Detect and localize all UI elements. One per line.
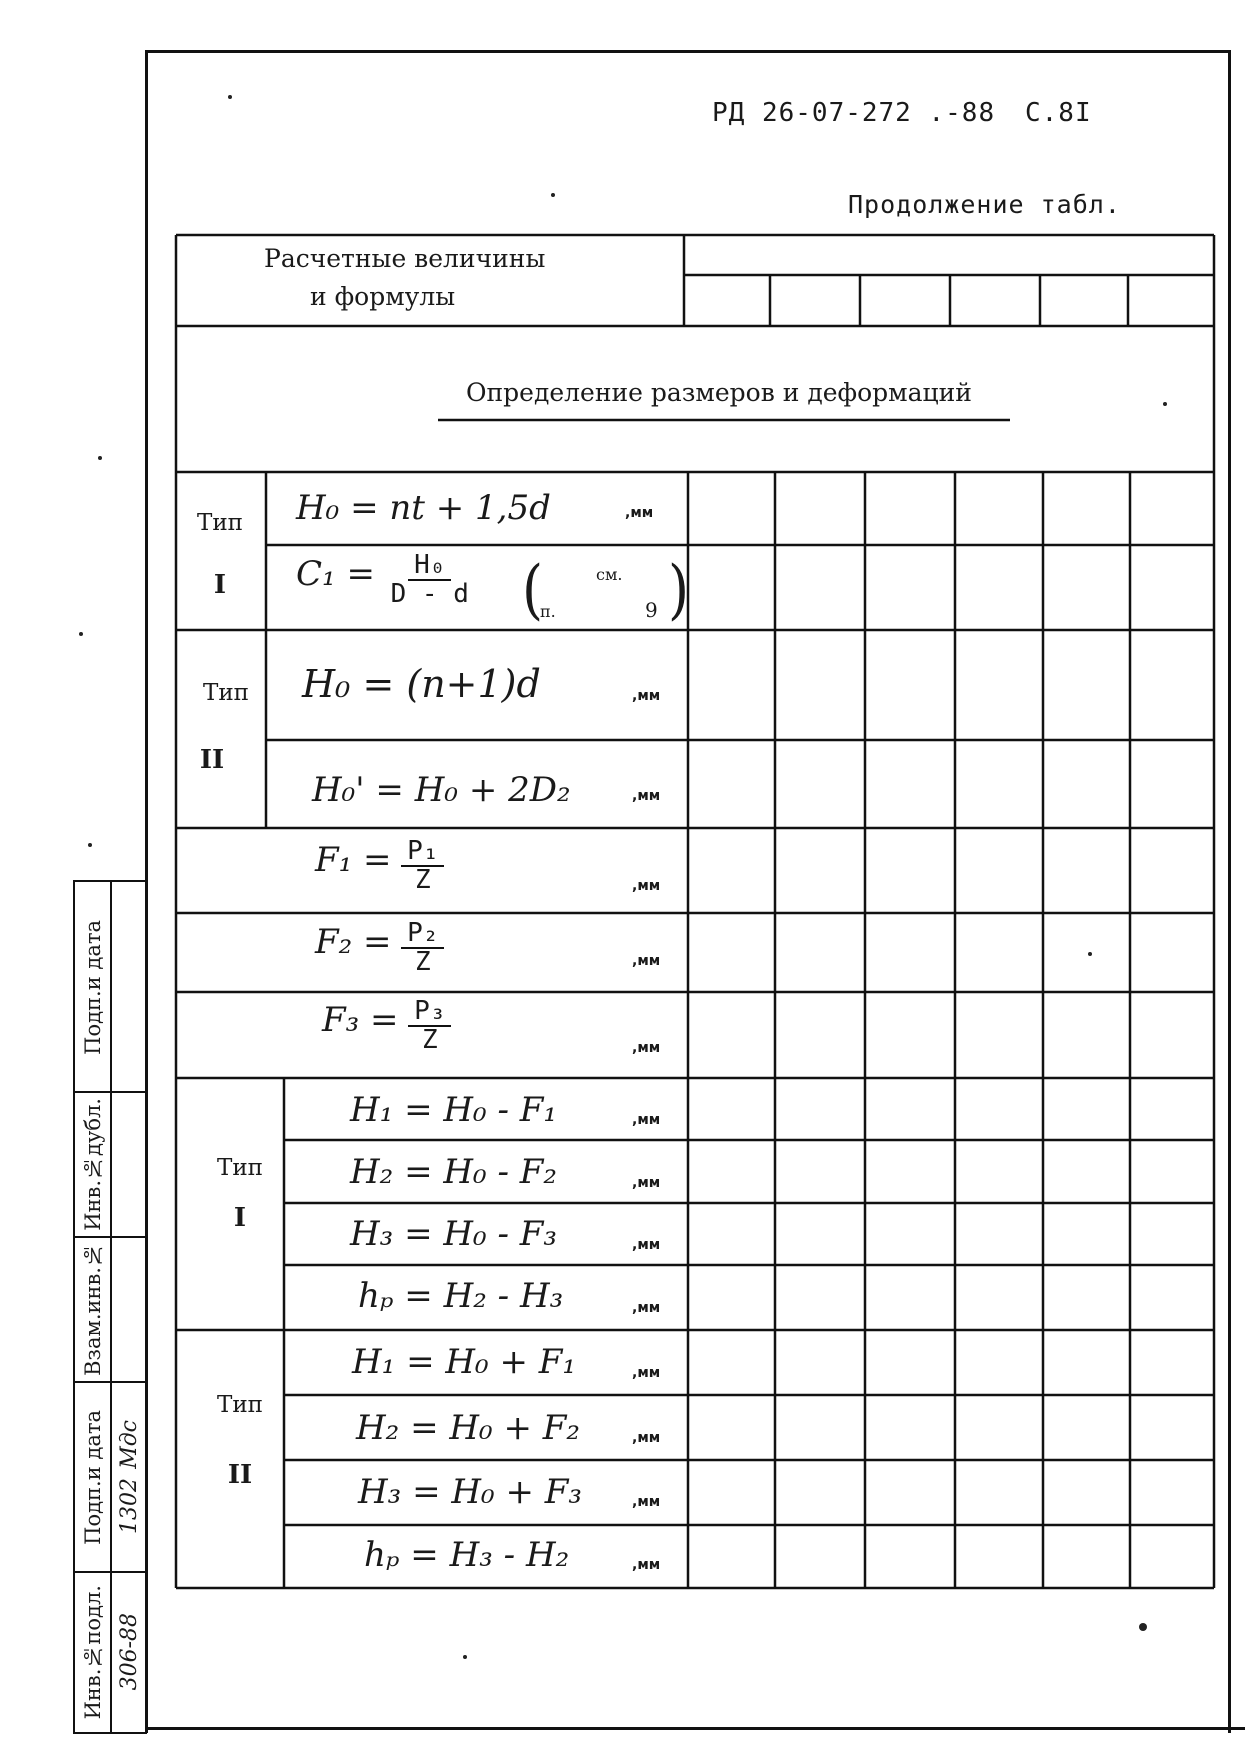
formula-h2-type2: H₂ = H₀ + F₂ [356, 1408, 580, 1448]
group-type-label: Тип [217, 1392, 263, 1418]
unit-label: ,мм [632, 1112, 661, 1128]
formula-c1-fraction [385, 552, 475, 609]
fraction-numerator: P₁ [401, 838, 444, 867]
formula-f1 [315, 838, 444, 895]
stamp-handwritten-number [113, 1572, 145, 1732]
header-col-label-line2: и формулы [310, 282, 456, 311]
stamp-cell-swap-inv [75, 1237, 111, 1382]
handwritten-date: 1302 [116, 1478, 142, 1535]
stamp-cell-sign-date-2 [75, 1382, 111, 1572]
scan-speck [551, 193, 555, 197]
stamp-sign-date-label: Подп.и дата [81, 919, 105, 1055]
paren-close: ) [668, 551, 690, 628]
group-type-number: II [227, 1460, 253, 1490]
formula-h0-type1: H₀ = nt + 1,5d [296, 488, 551, 528]
group-type-label: Тип [197, 510, 243, 536]
unit-label: ,мм [632, 1300, 661, 1316]
unit-label: ,мм [632, 1175, 661, 1191]
scan-speck [1088, 952, 1092, 956]
formula-h3-type1: H₃ = H₀ - F₃ [350, 1214, 557, 1254]
formula-h1-type1: H₁ = H₀ - F₁ [350, 1090, 557, 1130]
formula-f3-lhs: F₃ = [322, 999, 399, 1040]
table-continuation-note: Продолжение табл. [848, 190, 1121, 219]
unit-label: ,мм [632, 1494, 661, 1510]
section-title: Определение размеров и деформаций [466, 378, 972, 407]
unit-label: ,мм [632, 1430, 661, 1446]
stamp-cell-dup-inv [75, 1092, 111, 1237]
fraction-numerator: H₀ [408, 552, 451, 581]
stamp-sign-date-label-2: Подп.и дата [81, 1409, 105, 1545]
stamp-cell-orig-inv [75, 1572, 111, 1732]
note-number: 9 [645, 598, 658, 622]
unit-label: ,мм [632, 878, 661, 894]
stamp-orig-inv-label: Инв.№подл. [81, 1584, 105, 1720]
formula-f1-lhs: F₁ = [315, 839, 392, 880]
fraction-denominator: Z [415, 865, 431, 896]
note-item: п. [540, 602, 556, 621]
scan-speck [98, 456, 102, 460]
page-number: С.8I [1025, 98, 1092, 128]
unit-label: ,мм [632, 1237, 661, 1253]
unit-label: ,мм [625, 505, 654, 521]
fraction-denominator: Z [422, 1025, 438, 1056]
formula-f1-fraction [401, 838, 444, 895]
scan-speck [463, 1655, 467, 1659]
scan-speck [1163, 402, 1167, 406]
group-type-label: Тип [217, 1155, 263, 1181]
handwritten-signature: Мдс [116, 1419, 142, 1469]
formula-f2 [315, 920, 444, 977]
formula-hp-type2: hₚ = H₃ - H₂ [364, 1535, 570, 1575]
unit-label: ,мм [632, 1557, 661, 1573]
scan-speck [228, 95, 232, 99]
formula-f3-fraction [408, 998, 451, 1055]
unit-label: ,мм [632, 788, 661, 804]
paren-open: ( [522, 551, 544, 628]
fraction-numerator: P₃ [408, 998, 451, 1027]
formula-f2-fraction [401, 920, 444, 977]
formula-f2-lhs: F₂ = [315, 921, 392, 962]
group-type-label: Тип [203, 680, 249, 706]
formula-f3 [322, 998, 451, 1055]
unit-label: ,мм [632, 953, 661, 969]
handwritten-inv-number: 306-88 [116, 1613, 142, 1691]
stamp-handwritten-entry [113, 1382, 145, 1572]
group-type-number: I [213, 570, 227, 600]
formula-h0-prime: H₀' = H₀ + 2D₂ [312, 770, 571, 810]
group-type-number: II [199, 745, 225, 775]
stamp-swap-inv-label: Взам.инв.№ [81, 1243, 105, 1376]
scan-speck [1139, 1623, 1147, 1631]
formula-h1-type2: H₁ = H₀ + F₁ [352, 1342, 576, 1382]
formula-c1 [296, 552, 475, 609]
unit-label: ,мм [632, 1365, 661, 1381]
stamp-dup-inv-label: Инв.№дубл. [81, 1098, 105, 1231]
scan-speck [88, 843, 92, 847]
fraction-denominator: D - d [390, 579, 469, 610]
scan-speck [79, 632, 83, 636]
fraction-numerator: P₂ [401, 920, 444, 949]
header-col-label-line1: Расчетные величины [264, 244, 546, 273]
fraction-denominator: Z [415, 947, 431, 978]
formula-h0-type2: H₀ = (n+1)d [302, 662, 541, 706]
formula-h2-type1: H₂ = H₀ - F₂ [350, 1152, 557, 1192]
group-type-number: I [233, 1203, 247, 1233]
document-code: РД 26-07-272 .-88 [712, 98, 996, 128]
registration-stamp [73, 880, 147, 1734]
unit-label: ,мм [632, 688, 661, 704]
note-see: см. [596, 565, 623, 584]
formula-c1-lhs: C₁ = [296, 553, 375, 594]
formula-h3-type2: H₃ = H₀ + F₃ [358, 1472, 582, 1512]
unit-label: ,мм [632, 1040, 661, 1056]
formula-hp-type1: hₚ = H₂ - H₃ [358, 1276, 564, 1316]
stamp-cell-sign-date [75, 882, 111, 1092]
